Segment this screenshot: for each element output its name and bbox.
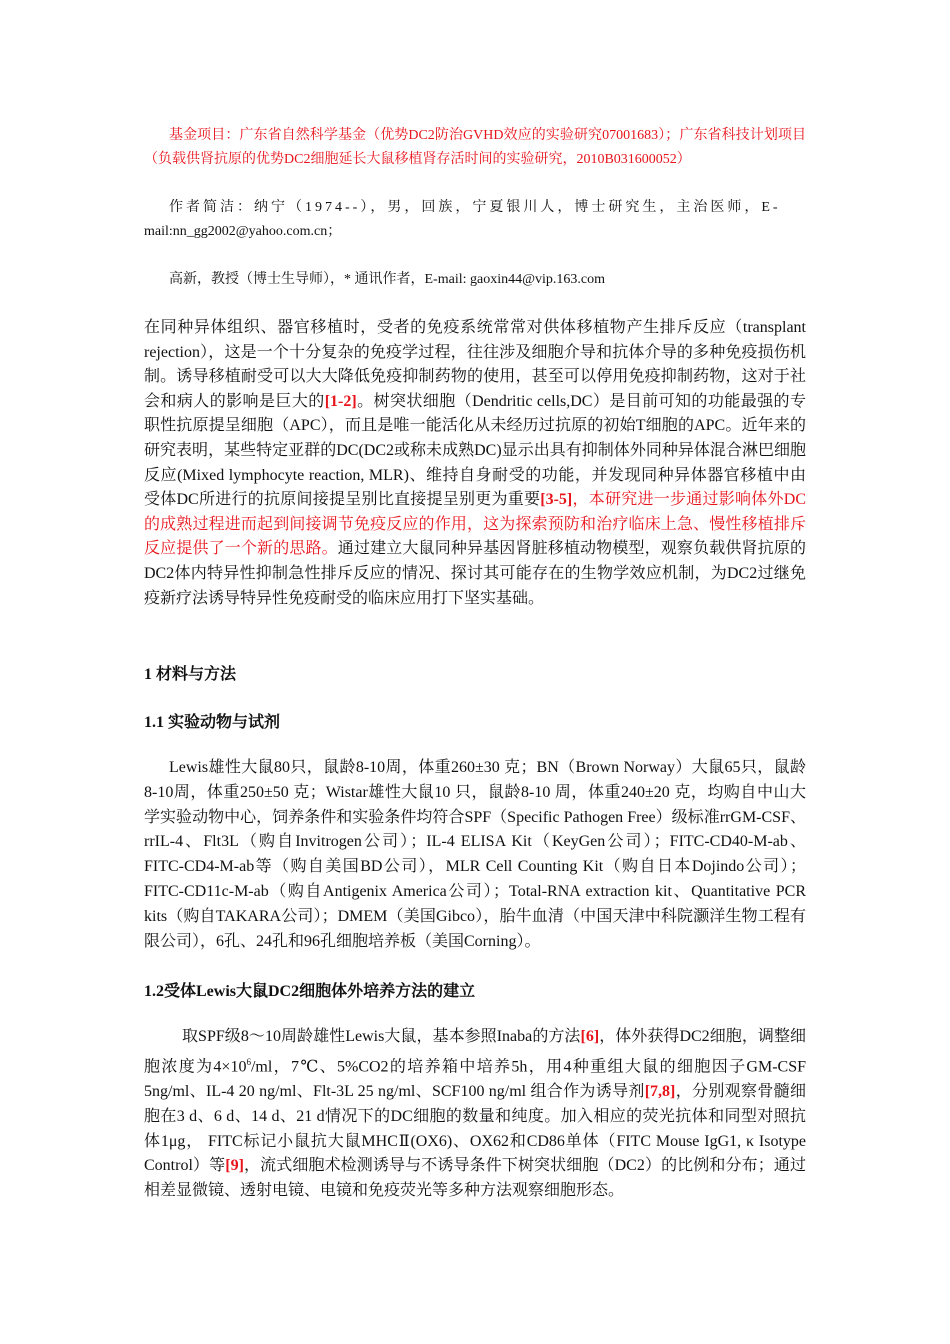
author-email: mail:nn_gg2002@yahoo.com.cn；: [144, 224, 342, 239]
citation-9[interactable]: [9]: [225, 1157, 244, 1175]
p12-text-2b: /ml，7℃、5%CO2的培养箱中培养5h，用4种重组大鼠的细胞因子GM-CSF 5ng/ml、IL-4 20 ng/ml、Flt-3L 25 ng/ml、SCF100 ng/ml 组合作为诱导剂: [144, 1058, 806, 1100]
intro-text-2: 。树突状细胞（Dendritic cells,DC）是目前可知的功能最强的专职性抗原提呈细胞（APC），而且是唯一能活化从未经历过抗原的初始T细胞的APC。近年来的研究表明，某些特定亚群的DC(DC2或称未成熟DC)显示出具有抑制体外同种异体混合淋巴细胞反应(Mixed lymphocyte reaction, MLR)、维持自身耐受的功能，并发现同种异体器官移植中由受体DC所进行的抗原间接提呈别比直接提呈别更为重要: [144, 392, 806, 509]
section-heading-1: 1 材料与方法: [144, 666, 237, 683]
citation-6[interactable]: [6]: [580, 1028, 600, 1045]
citation-3-5[interactable]: [3-5]: [540, 491, 573, 509]
intro-text-1: 在同种异体组织、器官移植时，受者的免疫系统常常对供体移植物产生排斥反应（transplant rejection），这是一个十分复杂的免疫学过程，往往涉及细胞介导和抗体介导的多种免疫损伤机制。诱导移植耐受可以大大降低免疫抑制药物的使用，甚至可以停用免疫抑制药物，这对于社会和病人的影响是巨大的: [144, 319, 806, 410]
superscript-6: 6: [246, 1056, 251, 1067]
intro-paragraph: [144, 316, 806, 611]
paragraph-1-1: Lewis雄性大鼠80只，鼠龄8-10周，体重260±30 克；BN（Brown Norway）大鼠65只，鼠龄8-10周，体重250±50 克；Wistar雄性大鼠10 只，鼠龄8-10 周，体重240±20 克，均购自中山大学实验动物中心，饲养条件和实验条件均符合SPF（Specific Pathogen Free）级标准rrGM-CSF、rrIL-4、Flt3L（购自Invitrogen公司）；IL-4 ELISA Kit（KeyGen公司）；FITC-CD40-M-ab、FITC-CD4-M-ab等（购自美国BD公司），MLR Cell Counting Kit（购自日本Dojindo公司）；FITC-CD11c-M-ab（购自Antigenix America公司）；Total-RNA extraction kit、Quantitative PCR kits（购自TAKARA公司）；DMEM（美国Gibco），胎牛血清（中国天津中科院灏洋生物工程有限公司），6孔、24孔和96孔细胞培养板（美国Corning）。: [144, 759, 806, 950]
author-note: [144, 196, 806, 244]
p12-text-2a: ，体外获得DC2细胞，调整细胞浓度为4×10: [144, 1028, 806, 1076]
intro-text-3: 通过建立大鼠同种异基因肾脏移植动物模型，观察负载供肾抗原的DC2体内特异性抑制急性排斥反应的情况、探讨其可能存在的生物学效应机制，为DC2过继免疫新疗法诱导特异性免疫耐受的临床应用打下坚实基础。: [144, 540, 806, 607]
paragraph-1-2: [144, 1025, 806, 1204]
fund-note: [144, 124, 806, 172]
intro-highlight: ，本研究进一步通过影响体外DC的成熟过程进而起到间接调节免疫反应的作用，这为探索预防和治疗临床上急、慢性移植排斥反应提供了一个新的思路。: [144, 491, 806, 558]
corresponding-author-note: 高新，教授（博士生导师），* 通讯作者，E-mail: gaoxin44@vip.163.com: [169, 272, 605, 287]
section-heading-1-2: 1.2受体Lewis大鼠DC2细胞体外培养方法的建立: [144, 983, 476, 1000]
p12-text-1: 取SPF级8～10周龄雄性Lewis大鼠，基本参照Inaba的方法: [182, 1028, 581, 1045]
citation-1-2[interactable]: [1-2]: [324, 392, 357, 410]
p12-text-4: ，流式细胞术检测诱导与不诱导条件下树突状细胞（DC2）的比例和分布；通过相差显微镜、透射电镜、电镜和免疫荧光等多种方法观察细胞形态。: [144, 1157, 806, 1200]
citation-7-8[interactable]: [7,8]: [644, 1082, 676, 1100]
section-heading-1-1: 1.1 实验动物与试剂: [144, 714, 281, 731]
fund-text: 广东省自然科学基金（优势DC2防治GVHD效应的实验研究07001683）；广东省科技计划项目（负载供肾抗原的优势DC2细胞延长大鼠移植肾存活时间的实验研究，2010B031600052）: [144, 128, 807, 167]
p12-text-3: ，分别观察骨髓细胞在3 d、6 d、14 d、21 d情况下的DC细胞的数量和纯度。加入相应的荧光抗体和同型对照抗体1μg， FITC标记小鼠抗大鼠MHCⅡ(OX6)、OX62和CD86单体（FITC Mouse IgG1, κ Isotype Control）等: [144, 1082, 806, 1175]
author-text: 作者简洁：纳宁（1974--），男，回族，宁夏银川人，博士研究生，主治医师，E-: [169, 200, 781, 215]
fund-label: 基金项目：: [169, 128, 240, 143]
